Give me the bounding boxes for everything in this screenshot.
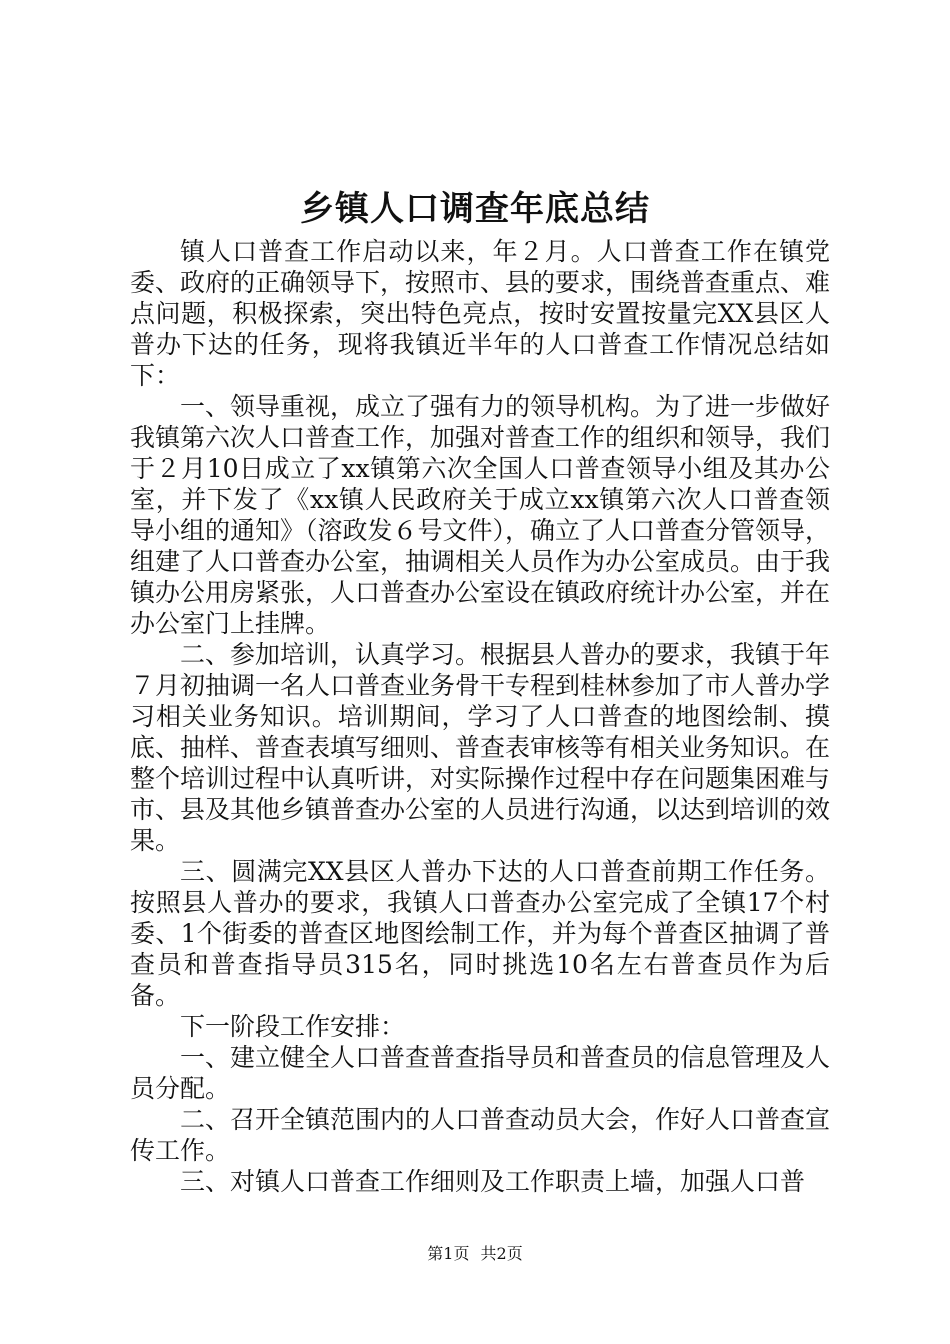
paragraph-tasks: 三、圆满完XX县区人普办下达的人口普查前期工作任务。按照县人普办的要求，我镇人口普查办公室完成了全镇17个村委、1个街委的普查区地图绘制工作，并为每个普查区抽调了普查员和普查指导员315名，同时挑选10名左右普查员作为后备。 — [130, 857, 830, 1010]
paragraph-next-item-2: 二、召开全镇范围内的人口普查动员大会，作好人口普查宣传工作。 — [130, 1105, 831, 1165]
page-number: 第1页 — [427, 1244, 470, 1263]
paragraph-leadership: 一、领导重视，成立了强有力的领导机构。为了进一步做好我镇第六次人口普查工作，加强对普查工作的组织和领导，我们于２月10日成立了xx镇第六次全国人口普查领导小组及其办公室，并下发了《xx镇人民政府关于成立xx镇第六次人口普查领导小组的通知》（溶政发６号文件），确立了人口普查分管领导，组建了人口普查办公室，抽调相关人员作为办公室成员。由于我镇办公用房紧张，人口普查办公室设在镇政府统计办公室，并在办公室门上挂牌。 — [130, 392, 831, 638]
document-body — [130, 236, 830, 1197]
paragraph-next-item-3: 三、对镇人口普查工作细则及工作职责上墙，加强人口普 — [180, 1167, 806, 1196]
paragraph-next-item-1: 一、建立健全人口普查普查指导员和普查员的信息管理及人员分配。 — [130, 1043, 831, 1103]
page-footer — [0, 1242, 950, 1266]
document-title: 乡镇人口调查年底总结 — [300, 189, 650, 229]
paragraph-training: 二、参加培训，认真学习。根据县人普办的要求，我镇于年７月初抽调一名人口普查业务骨干专程到桂林参加了市人普办学习相关业务知识。培训期间，学习了人口普查的地图绘制、摸底、抽样、普查表填写细则、普查表审核等有相关业务知识。在整个培训过程中认真听讲，对实际操作过程中存在问题集困难与市、县及其他乡镇普查办公室的人员进行沟通，以达到培训的效果。 — [130, 640, 831, 855]
paragraph-intro: 镇人口普查工作启动以来，年２月。人口普查工作在镇党委、政府的正确领导下，按照市、县的要求，围绕普查重点、难点问题，积极探索，突出特色亮点，按时安置按量完XX县区人普办下达的任务，现将我镇近半年的人口普查工作情况总结如下： — [130, 237, 831, 390]
page-total: 共2页 — [480, 1244, 523, 1263]
paragraph-next-stage-heading: 下一阶段工作安排： — [180, 1012, 406, 1041]
